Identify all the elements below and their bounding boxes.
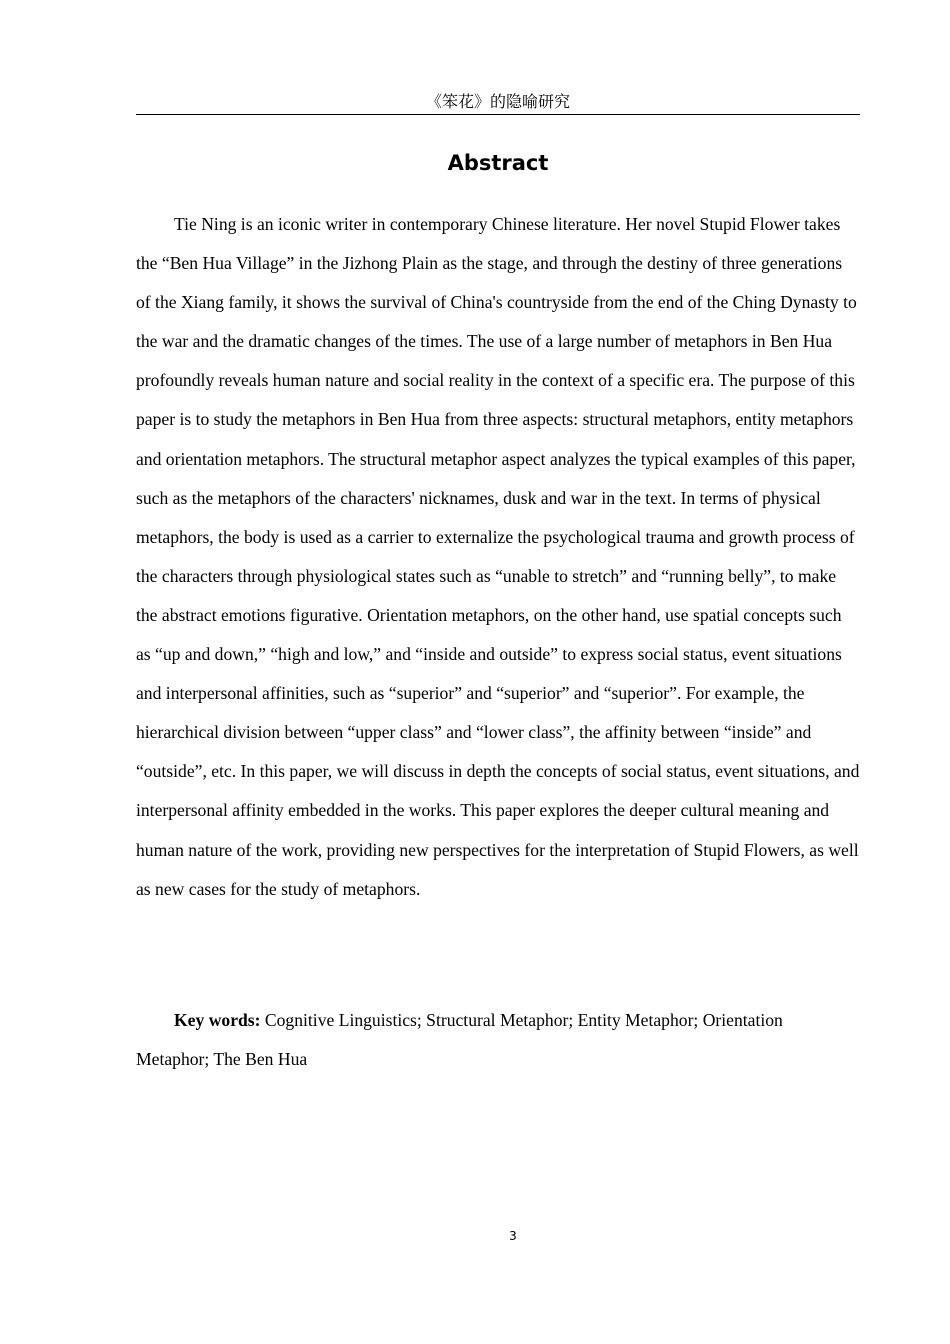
- keywords-label: Key words:: [174, 1010, 261, 1030]
- abstract-body: Tie Ning is an iconic writer in contemporary Chinese literature. Her novel Stupid Flower takes the “Ben Hua Village” in the Jizhong Plain as the stage, and through the destiny of three generations of the Xiang family, it shows the survival of China's countryside from the end of the Ching Dynasty to the war and the dramatic changes of the times. The use of a large number of metaphors in Ben Hua profoundly reveals human nature and social reality in the context of a specific era. The purpose of this paper is to study the metaphors in Ben Hua from three aspects: structural metaphors, entity metaphors and orientation metaphors. The structural metaphor aspect analyzes the typical examples of this paper, such as the metaphors of the characters' nicknames, dusk and war in the text. In terms of physical metaphors, the body is used as a carrier to externalize the psychological trauma and growth process of the characters through physiological states such as “unable to stretch” and “running belly”, to make the abstract emotions figurative. Orientation metaphors, on the other hand, use spatial concepts such as “up and down,” “high and low,” and “inside and outside” to express social status, event situations and interpersonal affinities, such as “superior” and “superior” and “superior”. For example, the hierarchical division between “upper class” and “lower class”, the affinity between “inside” and “outside”, etc. In this paper, we will discuss in depth the concepts of social status, event situations, and interpersonal affinity embedded in the works. This paper explores the deeper cultural meaning and human nature of the work, providing new perspectives for the interpretation of Stupid Flowers, as well as new cases for the study of metaphors.: [136, 214, 860, 899]
- keywords-paragraph: [136, 1001, 860, 1079]
- abstract-title: Abstract: [447, 151, 549, 175]
- keywords-text: Cognitive Linguistics; Structural Metaphor; Entity Metaphor; Orientation Metaphor; The Ben Hua: [136, 1010, 783, 1070]
- running-header: 《笨花》的隐喻研究: [136, 90, 860, 115]
- page-number: 3: [509, 1229, 517, 1243]
